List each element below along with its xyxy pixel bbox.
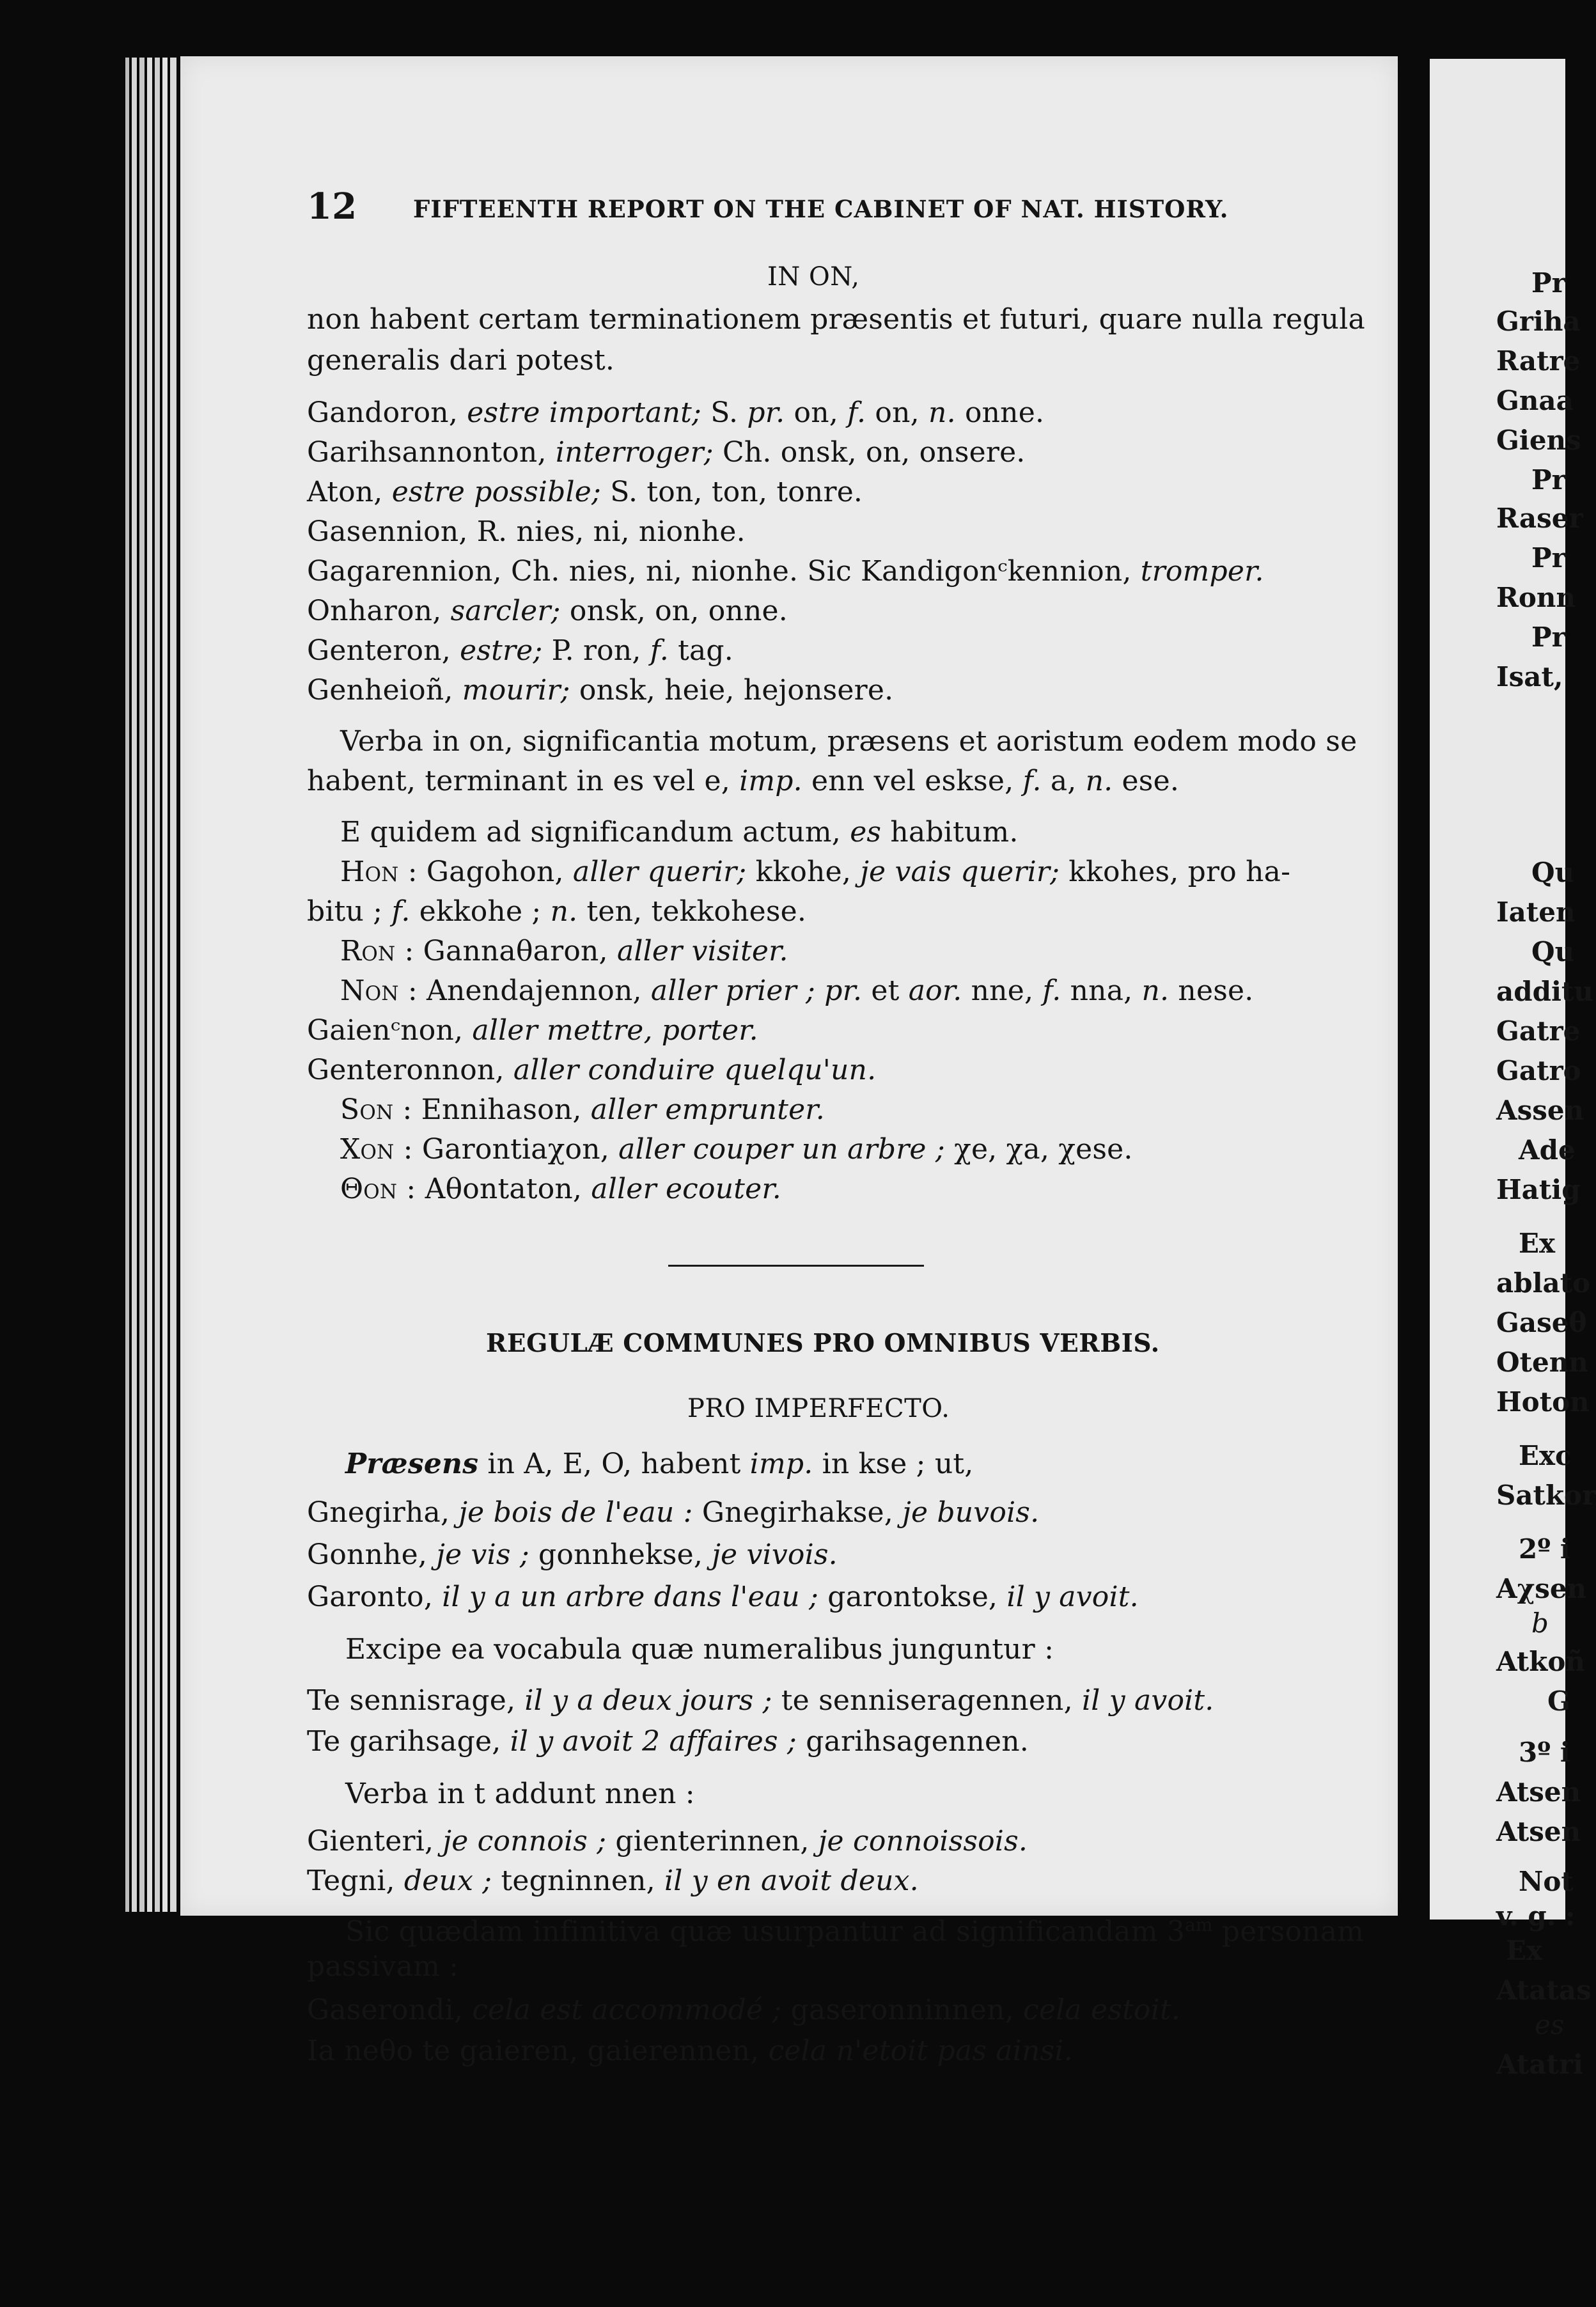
facing-page-text: additu — [1496, 976, 1593, 1007]
facing-page-text: b — [1531, 1607, 1549, 1639]
text-line: Garihsannonton, interroger; Ch. onsk, on, onsere. — [307, 436, 1026, 469]
facing-page-text: Ratre — [1496, 345, 1581, 377]
page-number: 12 — [307, 185, 357, 228]
facing-page-text: 3º i — [1519, 1737, 1570, 1768]
facing-page-text: Griha — [1496, 306, 1581, 337]
section-divider — [668, 1265, 924, 1267]
text-line: Gasennion, R. nies, ni, nionhe. — [307, 515, 746, 548]
facing-page-text: Otenn — [1496, 1347, 1588, 1378]
text-line: Hon : Gagohon, aller querir; kkohe, je vais querir; kkohes, pro ha- — [340, 856, 1291, 888]
facing-page-text: Assen — [1496, 1095, 1584, 1126]
facing-page-text: Atatri — [1496, 2049, 1583, 2080]
facing-page-text: Ronn — [1496, 582, 1576, 613]
facing-page-text: Ex — [1519, 1228, 1556, 1259]
facing-page-text: Atsen — [1496, 1776, 1581, 1808]
facing-page-text: Atatas — [1496, 1975, 1592, 2006]
subsection-heading: PRO IMPERFECTO. — [687, 1394, 950, 1423]
text-line: Son : Ennihason, aller emprunter. — [340, 1093, 825, 1126]
facing-page-text: Pr — [1531, 464, 1566, 496]
text-line: generalis dari potest. — [307, 344, 615, 377]
page-edge — [162, 58, 168, 1912]
facing-page-text: G — [1547, 1685, 1570, 1717]
text-line: Genteron, estre; P. ron, f. tag. — [307, 634, 733, 667]
text-line: Aton, estre possible; S. ton, ton, tonre. — [307, 476, 863, 508]
facing-page-text: Aχsen — [1496, 1573, 1587, 1604]
text-line: Gienteri, je connois ; gienterinnen, je connoissois. — [307, 1825, 1028, 1857]
section-heading: REGULÆ COMMUNES PRO OMNIBUS VERBIS. — [486, 1329, 1160, 1358]
text-line: Sic quædam infinitiva quæ usurpantur ad significandam $3^{am}$ personam — [345, 1914, 1365, 1948]
facing-page-text: Pr — [1531, 542, 1566, 574]
page-edge — [139, 58, 145, 1912]
text-line: Gagarennion, Ch. nies, ni, nionhe. Sic Kandigonᶜkennion, tromper. — [307, 555, 1264, 588]
text-line: Tegni, deux ; tegninnen, il y en avoit deux. — [307, 1865, 919, 1897]
facing-page-text: Iaten — [1496, 896, 1576, 928]
text-line: Gandoron, estre important; S. pr. on, f. on, n. onne. — [307, 396, 1045, 429]
facing-page-text: Qu — [1531, 857, 1575, 888]
text-line: Genheioñ, mourir; onsk, heie, hejonsere. — [307, 674, 894, 707]
text-line: Verba in t addunt nnen : — [345, 1778, 695, 1810]
facing-page-text: Hoton — [1496, 1386, 1590, 1418]
facing-page-text: Satkor — [1496, 1480, 1596, 1511]
text-line: habent, terminant in es vel e, imp. enn vel eskse, f. a, n. ese. — [307, 765, 1180, 797]
facing-page-text: Qu — [1531, 936, 1575, 967]
facing-page-text: Ex — [1506, 1935, 1543, 1966]
facing-page-text: Gatre — [1496, 1015, 1581, 1047]
text-line: Verba in on, significantia motum, præsens et aoristum eodem modo se — [340, 725, 1357, 758]
text-line: Te sennisrage, il y a deux jours ; te senniseragennen, il y avoit. — [307, 1684, 1214, 1717]
facing-page-text: v. g. : — [1496, 1900, 1576, 1932]
page-edge — [125, 58, 129, 1912]
text-line: E quidem ad significandum actum, es habitum. — [340, 816, 1019, 849]
text-line: Gnegirha, je bois de l'eau : Gnegirhakse, je buvois. — [307, 1496, 1040, 1529]
text-line: Ron : Gannaθaron, aller visiter. — [340, 935, 788, 967]
page-edge — [132, 58, 137, 1912]
page-edge — [147, 58, 152, 1912]
text-line: Te garihsage, il y avoit 2 affaires ; garihsagennen. — [307, 1725, 1029, 1758]
text-line: Ia neθo te gaieren, gaierennen, cela n'etoit pas ainsi. — [307, 2035, 1073, 2067]
facing-page-text: Ade — [1519, 1134, 1576, 1166]
facing-page-text: Not — [1519, 1866, 1574, 1897]
text-line: non habent certam terminationem præsentis et futuri, quare nulla regula — [307, 303, 1365, 336]
facing-page-text: Pr — [1531, 267, 1566, 299]
section-heading: IN ON, — [767, 262, 860, 292]
text-line: Excipe ea vocabula quæ numeralibus junguntur : — [345, 1633, 1054, 1666]
text-line: Præsens in A, E, O, habent imp. in kse ; ut, — [345, 1448, 974, 1480]
facing-page-text: ablato — [1496, 1267, 1591, 1299]
text-line: Gaserondi, cela est accommodé ; gaseronninnen, cela estoit. — [307, 1994, 1180, 2026]
text-line: passivam : — [307, 1950, 459, 1983]
facing-page-text: Giens — [1496, 425, 1581, 456]
facing-page-text: Gaseθ — [1496, 1307, 1587, 1338]
facing-page-text: Atsen — [1496, 1816, 1581, 1847]
facing-page-text: Pr — [1531, 622, 1566, 653]
running-title: FIFTEENTH REPORT ON THE CABINET OF NAT. HISTORY. — [413, 195, 1229, 223]
facing-page-text: Atkoñ — [1496, 1646, 1585, 1677]
page-edge — [155, 58, 160, 1912]
facing-page-text: Hatig — [1496, 1174, 1581, 1205]
text-line: Non : Anendajennon, aller prier ; pr. et aor. nne, f. nna, n. nese. — [340, 974, 1254, 1007]
facing-page-text: Gatro — [1496, 1055, 1581, 1086]
text-line: Gaienᶜnon, aller mettre, porter. — [307, 1014, 758, 1047]
facing-page-text: Exc — [1519, 1440, 1572, 1471]
text-line: Genteronnon, aller conduire quelqu'un. — [307, 1054, 877, 1086]
text-line: Xon : Garontiaχon, aller couper un arbre ; χe, χa, χese. — [340, 1133, 1133, 1166]
text-line: Onharon, sarcler; onsk, on, onne. — [307, 595, 788, 627]
facing-page-text: Raser — [1496, 503, 1583, 534]
facing-page-text: 2º i — [1519, 1533, 1570, 1565]
facing-page-text: es — [1535, 2009, 1565, 2040]
text-line: Garonto, il y a un arbre dans l'eau ; garontokse, il y avoit. — [307, 1581, 1139, 1613]
page-edge — [170, 58, 176, 1912]
text-line: Θon : Aθontaton, aller ecouter. — [340, 1173, 781, 1205]
text-line: Gonnhe, je vis ; gonnhekse, je vivois. — [307, 1538, 838, 1571]
facing-page-text: Gnaa — [1496, 385, 1574, 416]
text-line: bitu ; f. ekkohe ; n. ten, tekkohese. — [307, 895, 807, 928]
facing-page-text: Isat, — [1496, 661, 1563, 692]
